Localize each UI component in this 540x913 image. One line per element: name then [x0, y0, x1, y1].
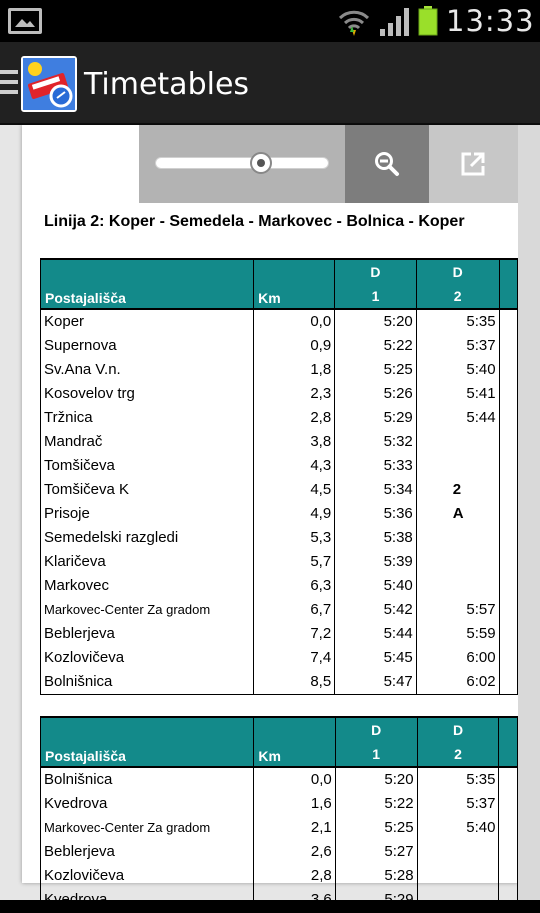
stop-name-cell: Bolnišnica	[41, 767, 254, 792]
note-cell: A	[416, 502, 499, 526]
extra-cell	[499, 550, 517, 574]
timetable-body	[41, 309, 518, 695]
table-header-row	[41, 259, 518, 309]
stop-name-cell: Markovec	[41, 574, 254, 598]
table-row	[41, 767, 518, 792]
gallery-notification-icon	[8, 8, 42, 34]
col-header-extra	[499, 717, 518, 767]
stop-name-cell: Supernova	[41, 334, 254, 358]
stop-name-cell: Kvedrova	[41, 792, 254, 816]
departure-d1-cell: 5:34	[335, 478, 417, 502]
extra-cell	[499, 502, 517, 526]
km-cell: 7,2	[254, 622, 335, 646]
km-cell: 0,0	[254, 309, 335, 334]
extra-cell	[499, 430, 517, 454]
departure-d2-cell: 5:35	[417, 767, 499, 792]
table-row	[41, 622, 518, 646]
stop-name-cell: Koper	[41, 309, 254, 334]
extra-cell	[499, 816, 518, 840]
stop-name-cell: Klaričeva	[41, 550, 254, 574]
table-row	[41, 646, 518, 670]
col-header-km: Km	[254, 717, 335, 767]
zoom-out-button[interactable]	[345, 125, 429, 203]
col-header-d1-bottom: 1	[372, 746, 381, 762]
km-cell: 8,5	[254, 670, 335, 695]
departure-d1-cell: 5:27	[335, 840, 417, 864]
departure-d1-cell: 5:38	[335, 526, 417, 550]
stop-name-cell: Tomšičeva	[41, 454, 254, 478]
battery-icon	[418, 6, 438, 36]
signal-icon	[379, 7, 413, 37]
departure-d1-cell: 5:22	[335, 792, 417, 816]
table-row	[41, 430, 518, 454]
departure-d2-cell: 5:59	[416, 622, 499, 646]
zoom-toolbar	[139, 125, 519, 203]
departure-d1-cell: 5:26	[335, 382, 417, 406]
col-header-d2	[416, 259, 499, 309]
table-row	[41, 574, 518, 598]
table-row	[41, 840, 518, 864]
extra-cell	[499, 598, 517, 622]
stop-name-cell: Prisoje	[41, 502, 254, 526]
extra-cell	[499, 574, 517, 598]
table-row	[41, 864, 518, 888]
stop-name-cell: Kozlovičeva	[41, 646, 254, 670]
extra-cell	[499, 382, 517, 406]
open-external-icon	[460, 151, 486, 177]
departure-d1-cell: 5:25	[335, 358, 417, 382]
km-cell: 1,6	[254, 792, 335, 816]
extra-cell	[499, 454, 517, 478]
departure-d1-cell: 5:33	[335, 454, 417, 478]
open-external-button[interactable]	[429, 125, 519, 203]
col-header-d1	[335, 259, 417, 309]
departure-d2-cell	[416, 526, 499, 550]
stop-name-cell: Tržnica	[41, 406, 254, 430]
table-row	[41, 406, 518, 430]
table-row	[41, 358, 518, 382]
departure-d2-cell	[417, 840, 499, 864]
departure-d1-cell: 5:44	[335, 622, 417, 646]
departure-d1-cell: 5:36	[335, 502, 417, 526]
zoom-slider-thumb[interactable]	[250, 152, 272, 174]
col-header-d1-top: D	[371, 722, 382, 738]
extra-cell	[499, 478, 517, 502]
table-row	[41, 478, 518, 502]
table-row	[41, 816, 518, 840]
extra-cell	[499, 864, 518, 888]
route-title: Linija 2: Koper - Semedela - Markovec - Bolnica - Koper	[44, 213, 465, 230]
departure-d1-cell: 5:20	[335, 309, 417, 334]
km-cell: 0,0	[254, 767, 335, 792]
departure-d2-cell: 5:37	[416, 334, 499, 358]
departure-d2-cell: 6:00	[416, 646, 499, 670]
zoom-slider[interactable]	[155, 157, 329, 169]
departure-d1-cell: 5:39	[335, 550, 417, 574]
departure-d1-cell: 5:47	[335, 670, 417, 695]
extra-cell	[499, 406, 517, 430]
timetable-body	[41, 767, 518, 913]
stop-name-cell: Beblerjeva	[41, 622, 254, 646]
departure-d2-cell: 6:02	[416, 670, 499, 695]
table-row	[41, 382, 518, 406]
col-header-stops: Postajališča	[41, 259, 254, 309]
departure-d1-cell: 5:28	[335, 864, 417, 888]
document-page[interactable]	[22, 125, 518, 908]
status-time: 13:33	[446, 4, 535, 38]
col-header-d1	[335, 717, 417, 767]
km-cell: 2,8	[254, 864, 335, 888]
km-cell: 4,5	[254, 478, 335, 502]
extra-cell	[499, 622, 517, 646]
col-header-d1-top: D	[370, 264, 381, 280]
table-row	[41, 454, 518, 478]
km-cell: 7,4	[254, 646, 335, 670]
extra-cell	[499, 358, 517, 382]
table-row	[41, 550, 518, 574]
departure-d2-cell	[417, 864, 499, 888]
table-row	[41, 334, 518, 358]
extra-cell	[499, 646, 517, 670]
departure-d1-cell: 5:25	[335, 816, 417, 840]
note-cell: 2	[416, 478, 499, 502]
stop-name-cell: Markovec-Center Za gradom	[41, 598, 254, 622]
departure-d1-cell: 5:29	[335, 888, 417, 913]
col-header-stops: Postajališča	[41, 717, 254, 767]
stop-name-cell: Semedelski razgledi	[41, 526, 254, 550]
extra-cell	[499, 840, 518, 864]
extra-cell	[499, 670, 517, 695]
scroll-edge	[518, 125, 540, 900]
km-cell: 5,7	[254, 550, 335, 574]
extra-cell	[499, 334, 517, 358]
status-bar	[0, 0, 540, 42]
extra-cell	[499, 792, 518, 816]
document-viewer[interactable]	[0, 125, 540, 908]
stop-name-cell: Kosovelov trg	[41, 382, 254, 406]
stop-name-cell: Markovec-Center Za gradom	[41, 816, 254, 840]
km-cell: 2,1	[254, 816, 335, 840]
timetable-outbound	[40, 258, 518, 695]
col-header-d2-bottom: 2	[454, 746, 462, 762]
km-cell: 3,6	[254, 888, 335, 913]
stop-name-cell: Mandrač	[41, 430, 254, 454]
table-row	[41, 502, 518, 526]
departure-d1-cell: 5:40	[335, 574, 417, 598]
extra-cell	[499, 888, 518, 913]
km-cell: 5,3	[254, 526, 335, 550]
departure-d2-cell	[416, 574, 499, 598]
extra-cell	[499, 767, 518, 792]
stop-name-cell: Bolnišnica	[41, 670, 254, 695]
departure-d2-cell: 5:40	[416, 358, 499, 382]
extra-cell	[499, 309, 517, 334]
table-row	[41, 598, 518, 622]
km-cell: 1,8	[254, 358, 335, 382]
col-header-d2-top: D	[452, 722, 464, 738]
departure-d2-cell: 5:35	[416, 309, 499, 334]
km-cell: 2,6	[254, 840, 335, 864]
col-header-d2	[417, 717, 499, 767]
departure-d1-cell: 5:32	[335, 430, 417, 454]
departure-d1-cell: 5:42	[335, 598, 417, 622]
departure-d2-cell	[416, 430, 499, 454]
stop-name-cell: Kvedrova	[41, 888, 254, 913]
departure-d2-cell	[416, 454, 499, 478]
km-cell: 3,8	[254, 430, 335, 454]
km-cell: 4,3	[254, 454, 335, 478]
col-header-km: Km	[254, 259, 335, 309]
col-header-extra	[499, 259, 517, 309]
departure-d2-cell: 5:44	[416, 406, 499, 430]
departure-d2-cell: 5:37	[417, 792, 499, 816]
table-row	[41, 670, 518, 695]
table-header-row	[41, 717, 518, 767]
col-header-d2-bottom: 2	[453, 288, 462, 304]
departure-d2-cell: 5:41	[416, 382, 499, 406]
zoom-out-icon	[374, 151, 400, 177]
bus-app-logo[interactable]	[21, 56, 77, 112]
departure-d2-cell	[417, 888, 499, 913]
drawer-menu-icon[interactable]	[0, 70, 18, 100]
stop-name-cell: Beblerjeva	[41, 840, 254, 864]
departure-d2-cell: 5:57	[416, 598, 499, 622]
km-cell: 6,3	[254, 574, 335, 598]
table-row	[41, 792, 518, 816]
departure-d2-cell	[416, 550, 499, 574]
extra-cell	[499, 526, 517, 550]
departure-d1-cell: 5:22	[335, 334, 417, 358]
departure-d1-cell: 5:45	[335, 646, 417, 670]
col-header-d2-top: D	[452, 264, 463, 280]
km-cell: 4,9	[254, 502, 335, 526]
km-cell: 2,8	[254, 406, 335, 430]
departure-d2-cell: 5:40	[417, 816, 499, 840]
wifi-icon	[338, 6, 370, 38]
table-row	[41, 526, 518, 550]
km-cell: 6,7	[254, 598, 335, 622]
col-header-d1-bottom: 1	[371, 288, 380, 304]
stop-name-cell: Tomšičeva K	[41, 478, 254, 502]
app-title: Timetables	[84, 67, 250, 102]
timetable-return	[40, 716, 518, 913]
departure-d1-cell: 5:29	[335, 406, 417, 430]
departure-d1-cell: 5:20	[335, 767, 417, 792]
stop-name-cell: Kozlovičeva	[41, 864, 254, 888]
action-bar	[0, 42, 540, 125]
table-row	[41, 888, 518, 913]
km-cell: 0,9	[254, 334, 335, 358]
table-row	[41, 309, 518, 334]
stop-name-cell: Sv.Ana V.n.	[41, 358, 254, 382]
km-cell: 2,3	[254, 382, 335, 406]
